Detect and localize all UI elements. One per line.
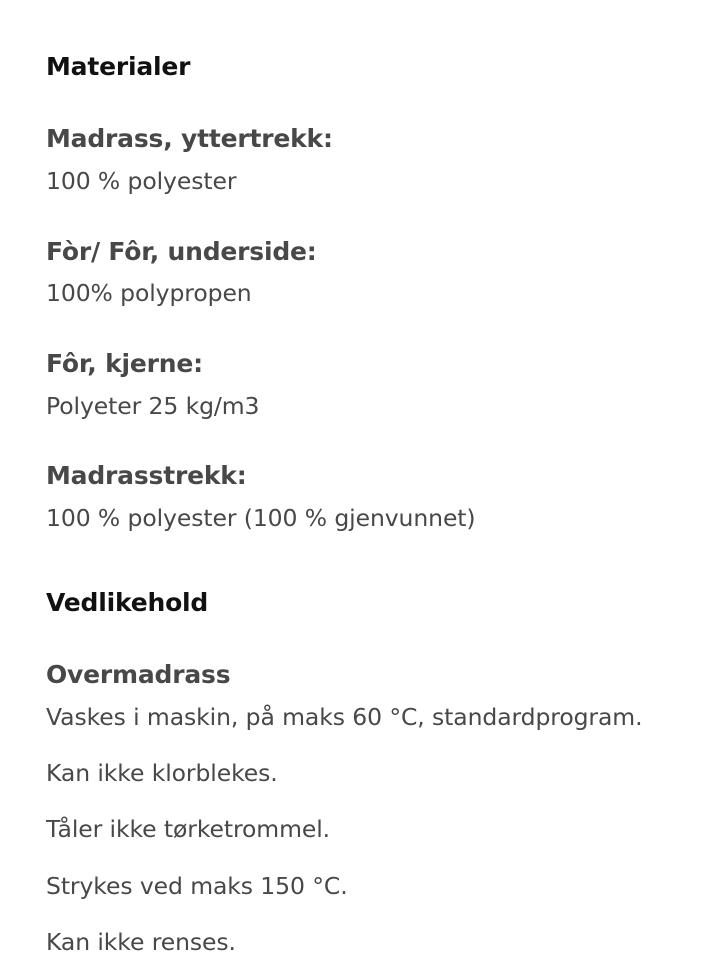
material-value: 100 % polyester [46, 167, 237, 195]
care-subtitle: Overmadrass [46, 660, 231, 689]
care-instruction: Kan ikke renses. [46, 928, 236, 956]
care-instruction: Kan ikke klorblekes. [46, 759, 278, 787]
material-value: Polyeter 25 kg/m3 [46, 392, 260, 420]
care-instruction: Tåler ikke tørketrommel. [46, 815, 331, 843]
material-value: 100 % polyester (100 % gjenvunnet) [46, 504, 476, 532]
material-value: 100% polypropen [46, 279, 252, 307]
care-heading: Vedlikehold [46, 588, 209, 617]
care-instruction: Strykes ved maks 150 °C. [46, 872, 348, 900]
materials-heading: Materialer [46, 52, 191, 81]
material-label: Madrasstrekk: [46, 461, 247, 490]
material-label: Fòr/ Fôr, underside: [46, 237, 317, 266]
care-instruction: Vaskes i maskin, på maks 60 °C, standardprogram. [46, 703, 643, 731]
material-label: Fôr, kjerne: [46, 349, 203, 378]
material-label: Madrass, yttertrekk: [46, 124, 333, 153]
